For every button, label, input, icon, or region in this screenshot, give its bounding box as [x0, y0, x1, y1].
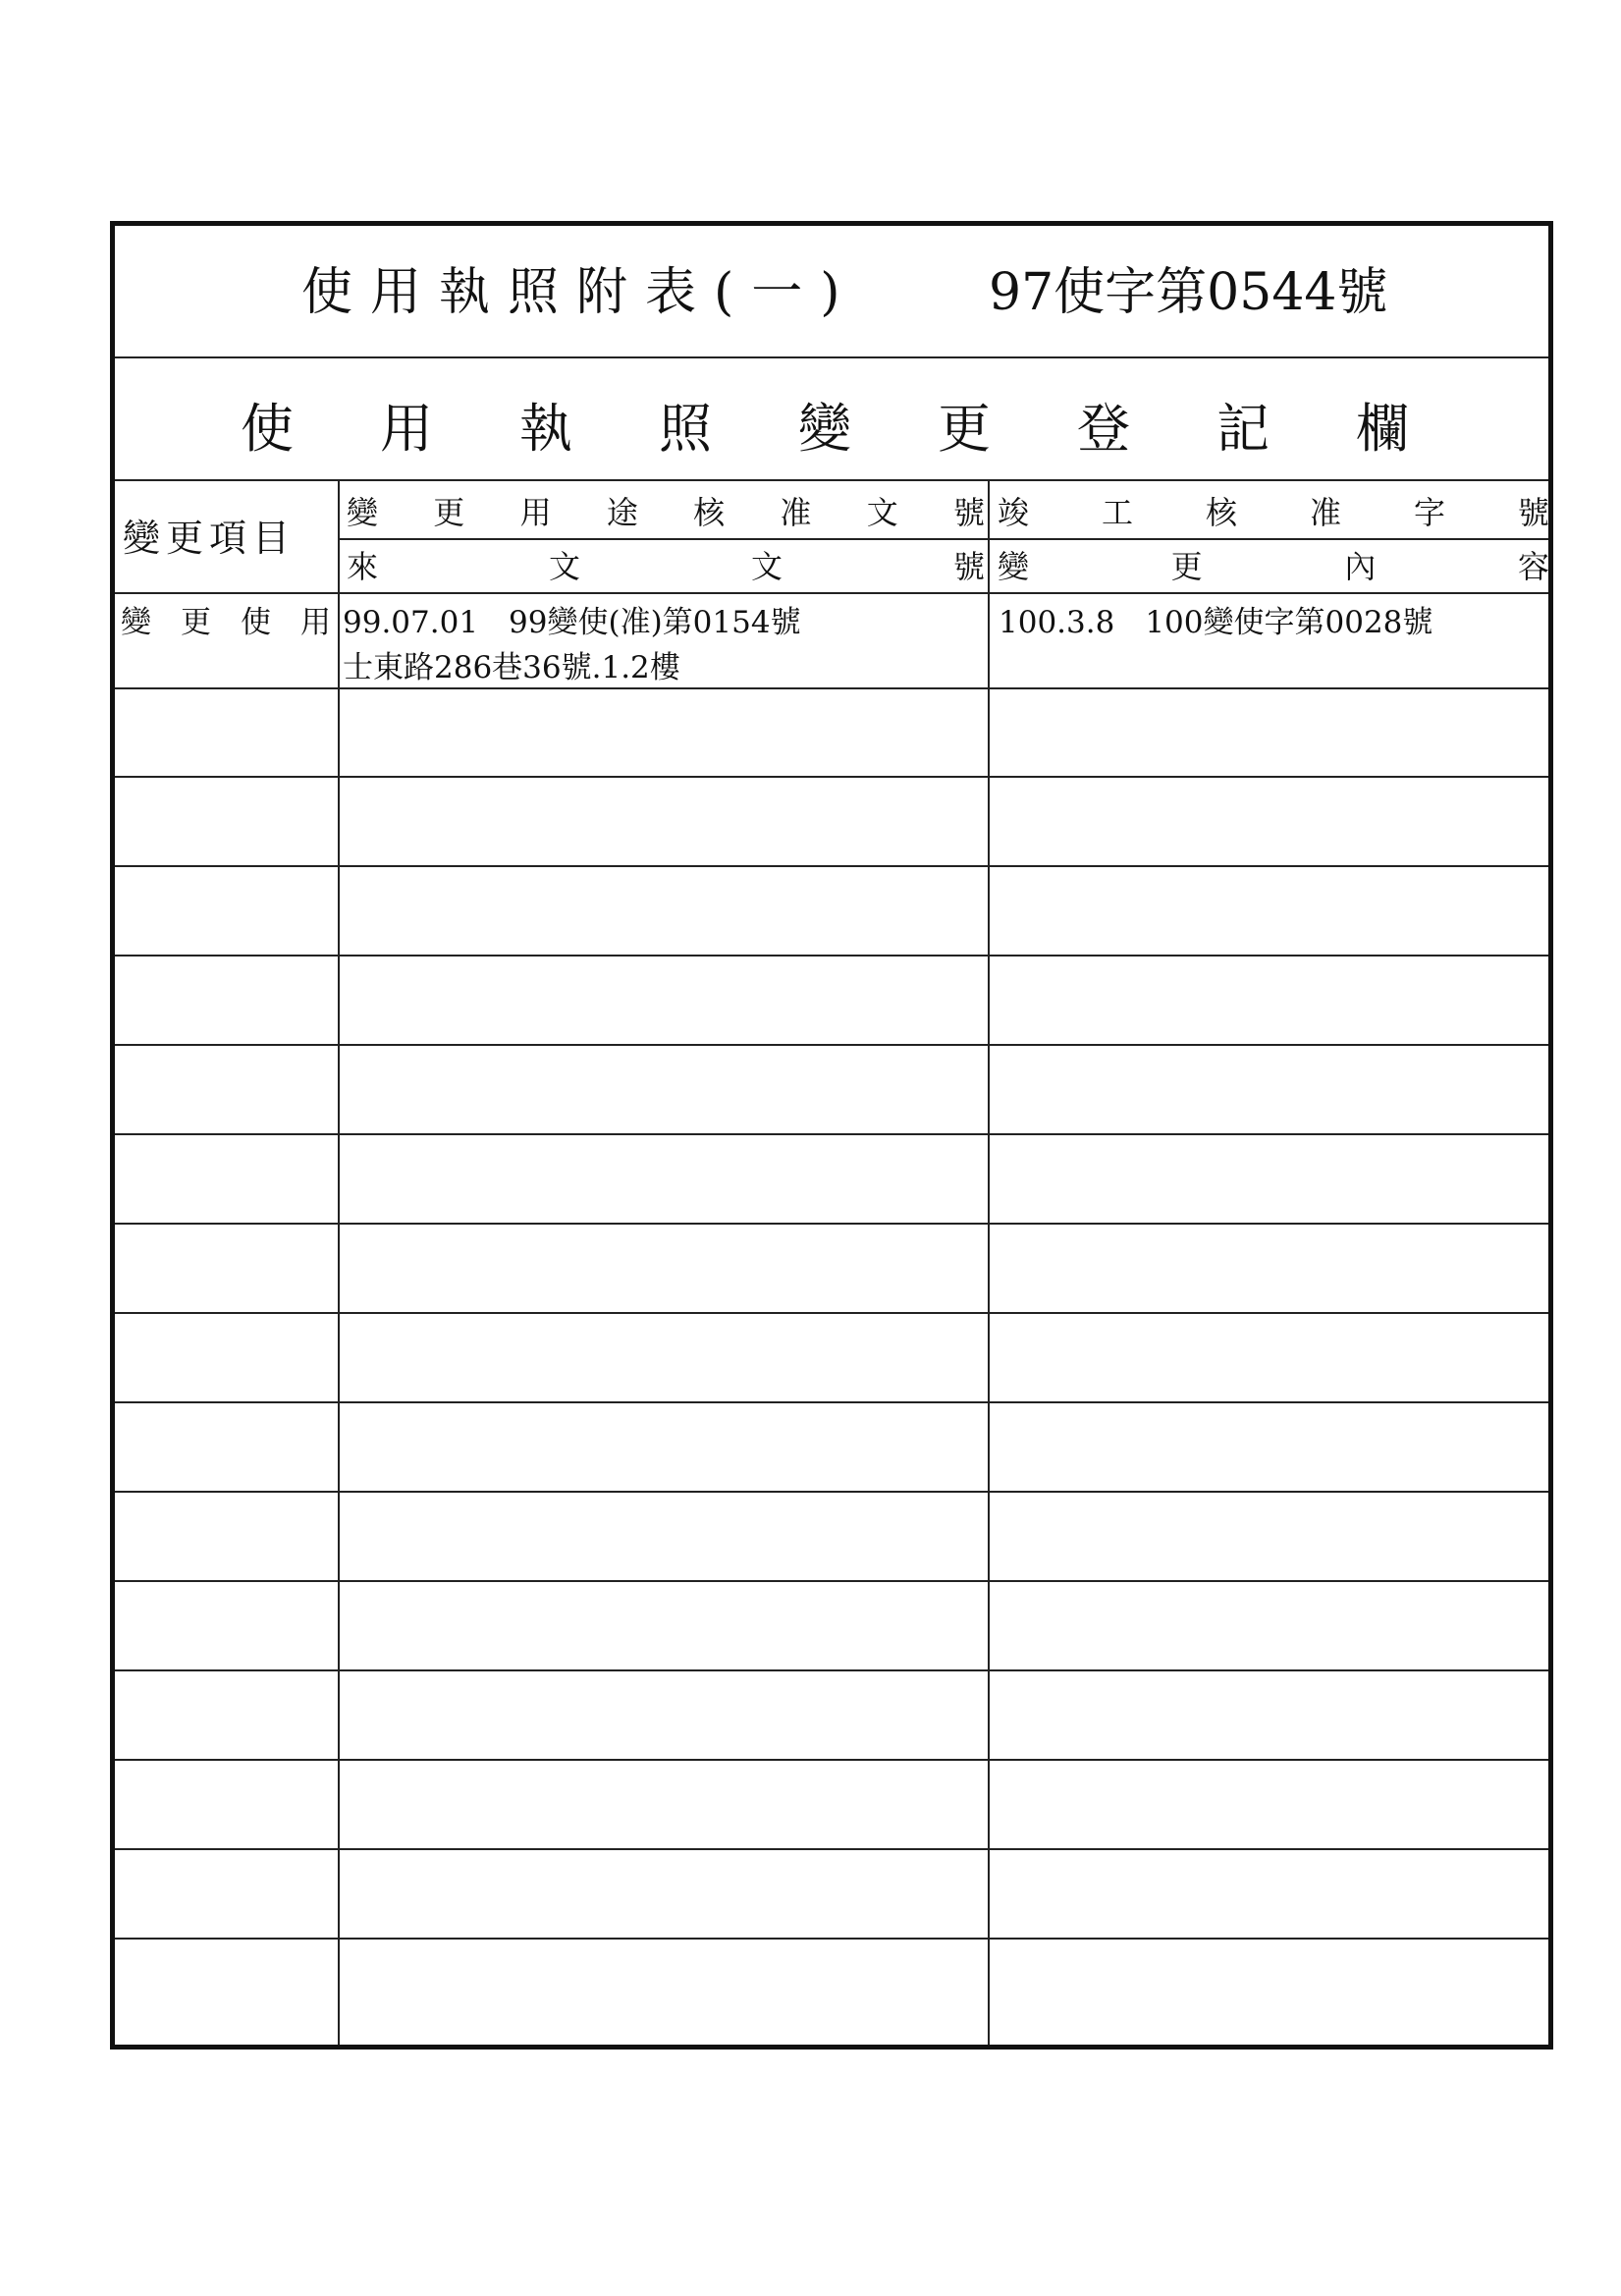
divider — [115, 479, 1548, 481]
header-char: 文 — [750, 548, 783, 585]
header-char: 核 — [1205, 494, 1237, 531]
row-approval-line: 99.07.01 99變使(准)第0154號 — [343, 605, 801, 640]
header-char: 變 — [347, 494, 379, 531]
row-divider — [115, 1044, 1548, 1046]
header-char: 號 — [1517, 494, 1549, 531]
section-title-char: 登 — [1077, 398, 1130, 460]
header-change-content — [998, 539, 1549, 594]
permit-number: 97使字第0544號 — [989, 263, 1388, 322]
header-char: 途 — [606, 494, 638, 531]
divider — [115, 356, 1548, 358]
row-divider — [115, 1669, 1548, 1671]
row-divider — [115, 1401, 1548, 1403]
item-char: 用 — [300, 605, 331, 640]
header-char: 來 — [347, 548, 379, 585]
section-title-char: 照 — [659, 398, 712, 460]
row-completion-line: 100.3.8 100變使字第0028號 — [999, 605, 1433, 640]
section-title-char: 變 — [798, 398, 851, 460]
section-title — [115, 375, 1548, 483]
item-char: 更 — [181, 605, 211, 640]
row-divider — [115, 1223, 1548, 1225]
header-char: 號 — [952, 548, 985, 585]
header-char: 變 — [998, 548, 1030, 585]
row-divider — [115, 687, 1548, 689]
header-char: 號 — [952, 494, 985, 531]
header-incoming-doc-no — [347, 539, 985, 594]
header-change-use-approval-no — [347, 485, 985, 540]
section-title-char: 執 — [519, 398, 572, 460]
header-completion-approval-no — [998, 485, 1549, 540]
divider — [338, 538, 1548, 540]
title-left: 使用執照附表(一) — [301, 263, 858, 322]
change-registration-table — [110, 221, 1553, 2050]
row-item — [121, 601, 331, 644]
header-char: 容 — [1517, 548, 1549, 585]
row-divider — [115, 1938, 1548, 1940]
row-address-line: 士東路286巷36號.1.2樓 — [343, 650, 680, 685]
section-title-char: 用 — [380, 398, 433, 460]
column-divider — [988, 479, 990, 2045]
header-char: 字 — [1413, 494, 1445, 531]
header-char: 工 — [1101, 494, 1133, 531]
header-char: 竣 — [998, 494, 1030, 531]
section-title-char: 使 — [241, 398, 294, 460]
header-change-item: 變更項目 — [123, 517, 297, 560]
section-title-char: 更 — [938, 398, 991, 460]
row-divider — [115, 955, 1548, 957]
row-divider — [115, 1580, 1548, 1582]
header-char: 文 — [866, 494, 898, 531]
section-title-char: 記 — [1216, 398, 1270, 460]
section-title-char: 欄 — [1356, 398, 1409, 460]
header-char: 准 — [1309, 494, 1341, 531]
row-divider — [115, 776, 1548, 778]
row-divider — [115, 1312, 1548, 1314]
header-char: 更 — [1170, 548, 1203, 585]
header-char: 用 — [519, 494, 552, 531]
column-divider — [338, 479, 340, 2045]
row-divider — [115, 1848, 1548, 1850]
header-char: 准 — [780, 494, 812, 531]
item-char: 變 — [121, 605, 151, 640]
row-divider — [115, 1133, 1548, 1135]
header-char: 更 — [433, 494, 465, 531]
row-divider — [115, 1759, 1548, 1761]
header-char: 內 — [1344, 548, 1377, 585]
item-char: 使 — [241, 605, 271, 640]
row-divider — [115, 865, 1548, 867]
document-title — [115, 253, 1548, 332]
divider — [115, 592, 1548, 594]
header-char: 文 — [548, 548, 580, 585]
header-char: 核 — [693, 494, 726, 531]
row-divider — [115, 1491, 1548, 1493]
